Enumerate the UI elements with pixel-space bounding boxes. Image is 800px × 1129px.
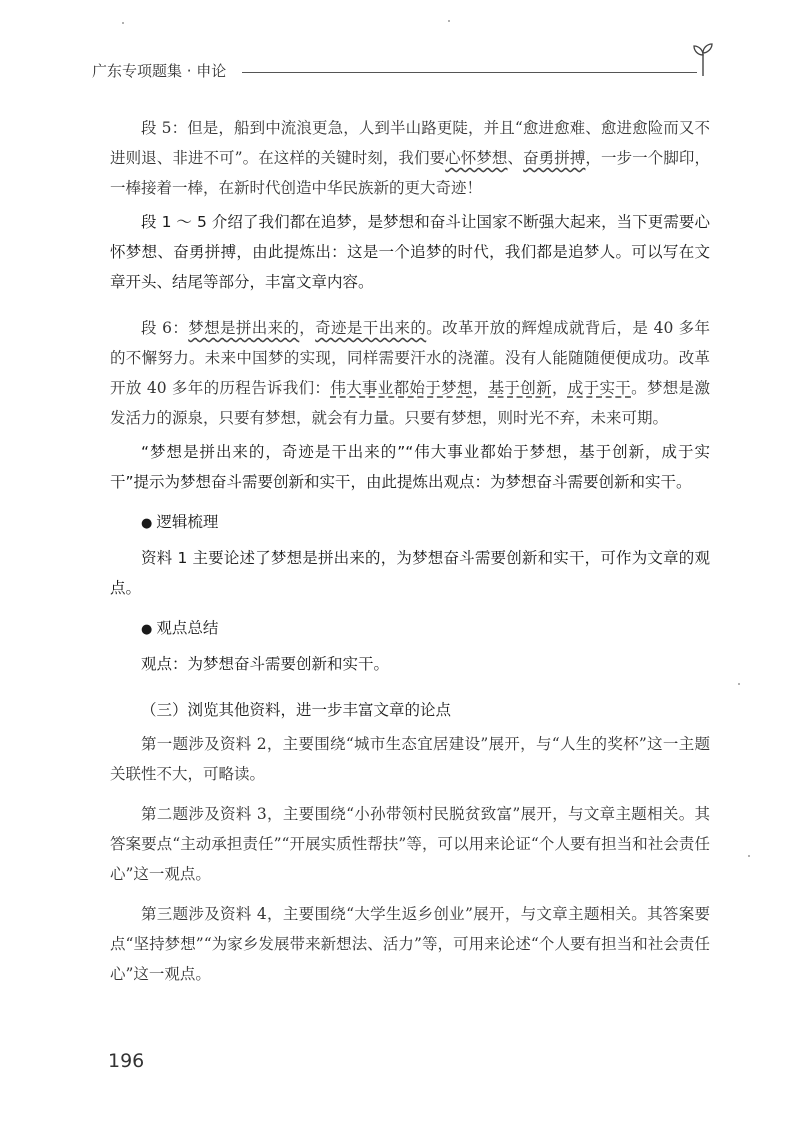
section-heading: （三）浏览其他资料，进一步丰富文章的论点: [141, 701, 452, 719]
text-run: 段 5：但是，船到中流浪更急，人到半山路更陡，并且“愈进愈难、愈进愈险而又不进则退、非进不可”。在这样的关键时刻，我们要: [110, 119, 710, 167]
header-rule: [242, 72, 697, 73]
summary-paragraph-6: “梦想是拼出来的，奇迹是干出来的”“伟大事业都始于梦想，基于创新，成于实干”提示为梦想奋斗需要创新和实干，由此提炼出观点：为梦想奋斗需要创新和实干。: [110, 443, 710, 491]
underlined-phrase: 奇迹是干出来的: [315, 319, 427, 337]
paragraph-6: [110, 313, 710, 433]
text-run: 段 6：: [141, 319, 189, 337]
paragraph-5: [110, 113, 710, 203]
paragraph-question-3: 第三题涉及资料 4，主要围绕“大学生返乡创业”展开，与文章主题相关。其答案要点“坚持梦想”“为家乡发展带来新想法、活力”等，可用来论述“个人要有担当和社会责任心”这一观点。: [110, 905, 710, 983]
underlined-phrase: 梦想是拼出来的: [188, 319, 300, 337]
underlined-phrase: 奋勇拼搏: [523, 149, 586, 167]
bullet-label: 观点总结: [156, 619, 219, 637]
underlined-phrase: 伟大事业都始于梦想: [330, 379, 473, 397]
paragraph-question-2: 第二题涉及资料 3，主要围绕“小孙带领村民脱贫致富”展开，与文章主题相关。其答案要点“主动承担责任”“开展实质性帮扶”等，可以用来论证“个人要有担当和社会责任心”这一观点。: [110, 805, 710, 883]
sprout-icon: [692, 42, 714, 78]
underlined-phrase: 基于创新: [488, 379, 552, 397]
bullet-viewpoint-summary: [110, 613, 710, 645]
text-run: 。梦想是激发活力的源泉，只要有梦想，就会有力量。只要有梦想，则时光不弃，未来可期。: [110, 379, 710, 427]
header-title: 广东专项题集 · 申论: [92, 62, 227, 80]
scan-speck: [748, 855, 750, 857]
underlined-phrase: 心怀梦想: [445, 149, 508, 167]
bullet-dot-icon: ●: [141, 622, 153, 637]
text-run: ，: [472, 379, 489, 397]
bullet-dot-icon: ●: [141, 516, 153, 531]
text-run: 、: [507, 149, 524, 167]
logic-review-text: 资料 1 主要论述了梦想是拼出来的，为梦想奋斗需要创新和实干，可作为文章的观点。: [110, 549, 710, 597]
summary-paragraph-1-5: 段 1 ～ 5 介绍了我们都在追梦，是梦想和奋斗让国家不断强大起来，当下更需要心怀梦想、奋勇拼搏，由此提炼出：这是一个追梦的时代，我们都是追梦人。可以写在文章开头、结尾等部分，丰富文章内容。: [110, 213, 710, 291]
bullet-label: 逻辑梳理: [156, 513, 219, 531]
page-number: 196: [108, 1050, 145, 1072]
underlined-phrase: 成于实干: [567, 379, 632, 397]
text-run: 。改革开放的辉煌成就背后，是 40 多年的不懈努力。未来中国梦的实现，同样需要汗水的浇灌。没有人能随随便便成功。改革开放 40 多年的历程告诉我们：: [110, 319, 710, 397]
paragraph-question-1: 第一题涉及资料 2，主要围绕“城市生态宜居建设”展开，与“人生的奖杯”这一主题关联性不大，可略读。: [110, 735, 710, 783]
text-run: ，: [299, 319, 316, 337]
text-run: ，一步一个脚印，一棒接着一棒，在新时代创造中华民族新的更大奇迹！: [110, 149, 710, 197]
running-header: [92, 60, 707, 84]
scan-speck: [122, 22, 124, 24]
page-content: [110, 113, 710, 989]
text-run: ，: [551, 379, 568, 397]
scan-speck: [448, 20, 450, 22]
viewpoint-text: 观点：为梦想奋斗需要创新和实干。: [141, 655, 390, 673]
scan-speck: [738, 683, 740, 685]
bullet-logic-review: [110, 507, 710, 539]
